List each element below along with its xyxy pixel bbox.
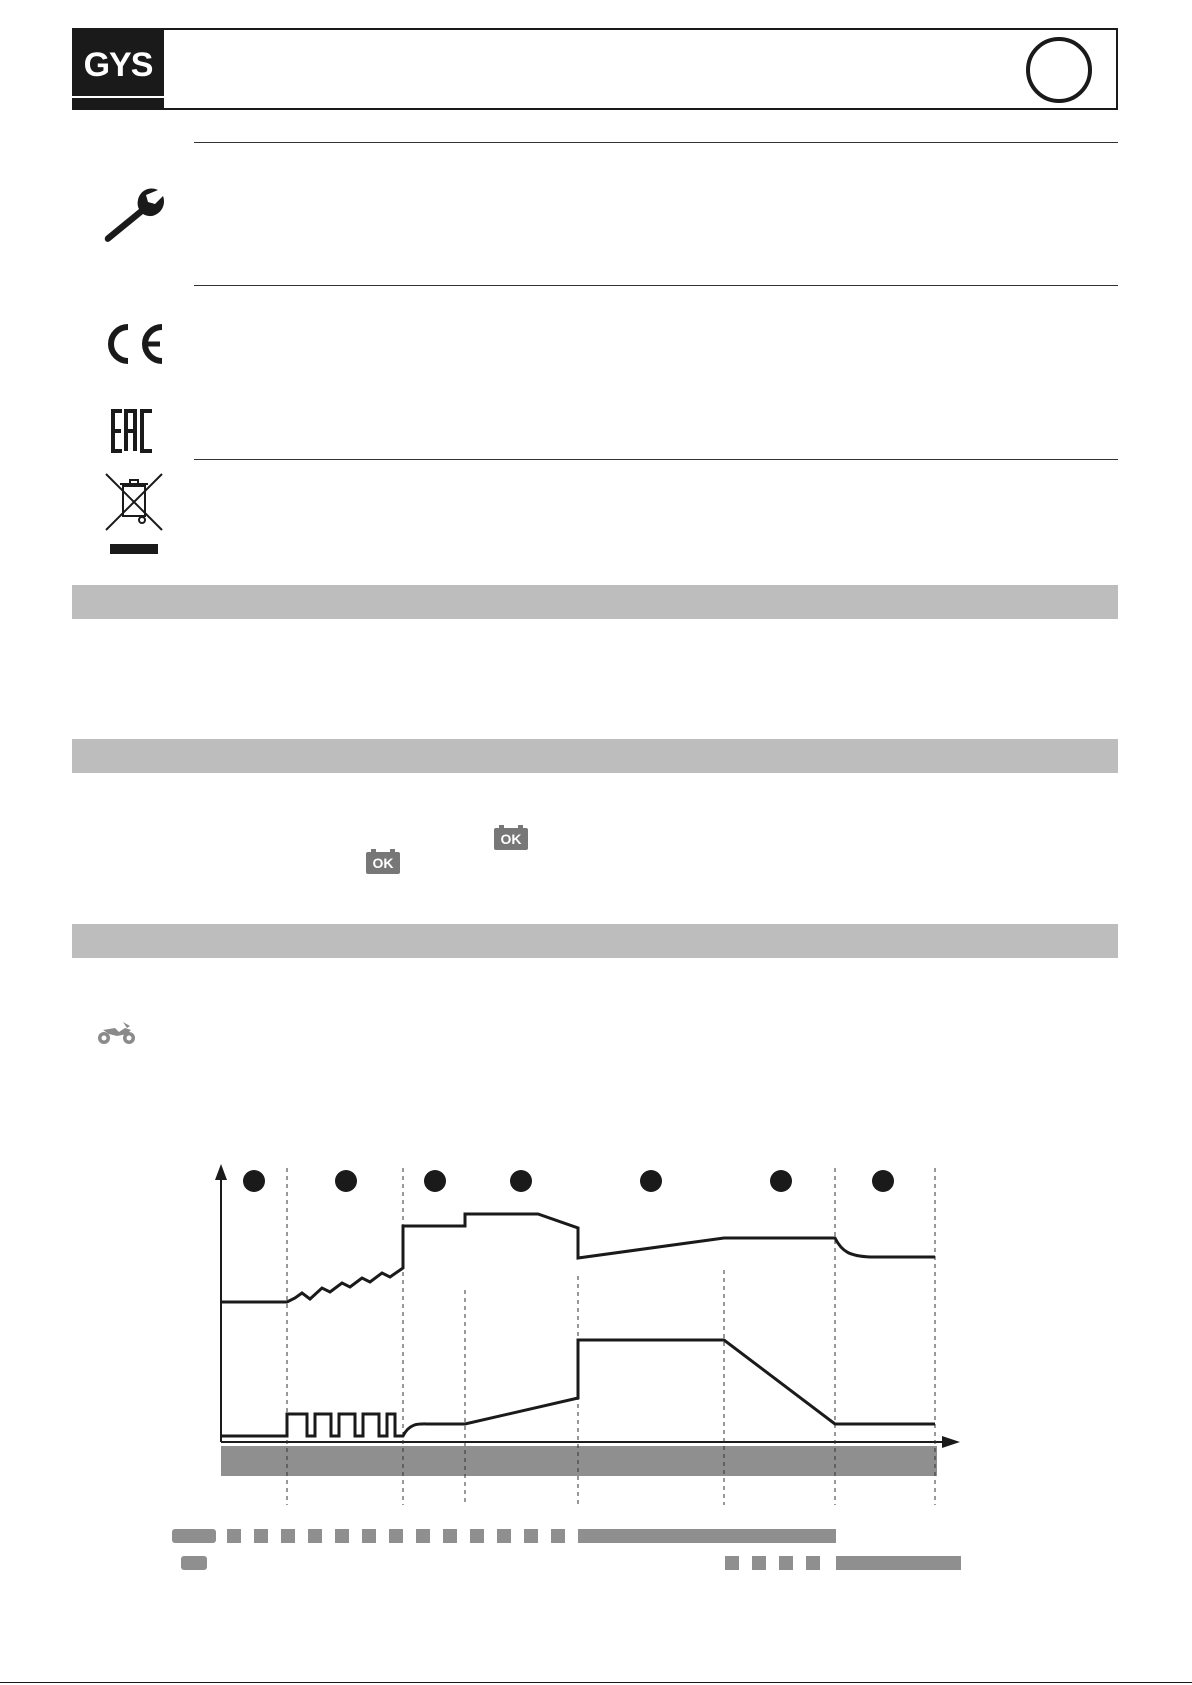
divider-lower: [194, 459, 1118, 460]
legend-blink-segment: [443, 1529, 457, 1543]
legend-blink-segment: [281, 1529, 295, 1543]
eac-mark-icon: [110, 408, 158, 454]
section-bar-3: [72, 924, 1118, 958]
legend-blink-segment: [308, 1529, 322, 1543]
legend-blink-segment: [362, 1529, 376, 1543]
ce-mark-icon: [102, 323, 166, 365]
legend-blink-segment: [806, 1556, 820, 1570]
legend-blink-segment: [524, 1529, 538, 1543]
section-bar-1: [72, 585, 1118, 619]
legend-solid-segment: [578, 1529, 836, 1543]
crossed-bin-icon: [104, 472, 164, 556]
legend-blink-segment: [254, 1529, 268, 1543]
legend-blink-segment: [470, 1529, 484, 1543]
phase-marker-1: [243, 1170, 265, 1192]
phase-marker-3: [424, 1170, 446, 1192]
battery-ok-icon: OK: [366, 852, 400, 874]
legend-blink-segment: [416, 1529, 430, 1543]
phase-marker-6: [770, 1170, 792, 1192]
section-bar-2: [72, 739, 1118, 773]
phase-marker-5: [640, 1170, 662, 1192]
battery-ok-icon: OK: [494, 828, 528, 850]
legend-blink-segment: [752, 1556, 766, 1570]
bottom-rule: [0, 1682, 1192, 1683]
divider-top: [194, 142, 1118, 143]
y-axis-arrow: [215, 1164, 227, 1180]
legend-led-2: [181, 1556, 207, 1570]
legend-blink-segment: [497, 1529, 511, 1543]
wrench-icon: [100, 184, 168, 244]
divider-middle: [194, 285, 1118, 286]
legend-blink-segment: [725, 1556, 739, 1570]
phase-marker-2: [335, 1170, 357, 1192]
motorcycle-icon: [97, 1020, 137, 1046]
charging-curve-chart: [170, 1160, 970, 1580]
language-circle: [1026, 37, 1092, 103]
legend-blink-segment: [779, 1556, 793, 1570]
time-band: [221, 1446, 937, 1476]
legend-blink-segment: [227, 1529, 241, 1543]
logo-text: GYS: [83, 45, 153, 84]
logo-band: [72, 96, 164, 98]
legend-solid-segment: [836, 1556, 961, 1570]
legend-blink-segment: [389, 1529, 403, 1543]
header-frame: [72, 28, 1118, 110]
phase-marker-4: [510, 1170, 532, 1192]
legend-led-1: [172, 1529, 216, 1543]
legend-blink-segment: [551, 1529, 565, 1543]
x-axis-arrow: [942, 1436, 960, 1448]
voltage-curve: [221, 1214, 935, 1302]
phase-marker-7: [872, 1170, 894, 1192]
legend-blink-segment: [335, 1529, 349, 1543]
